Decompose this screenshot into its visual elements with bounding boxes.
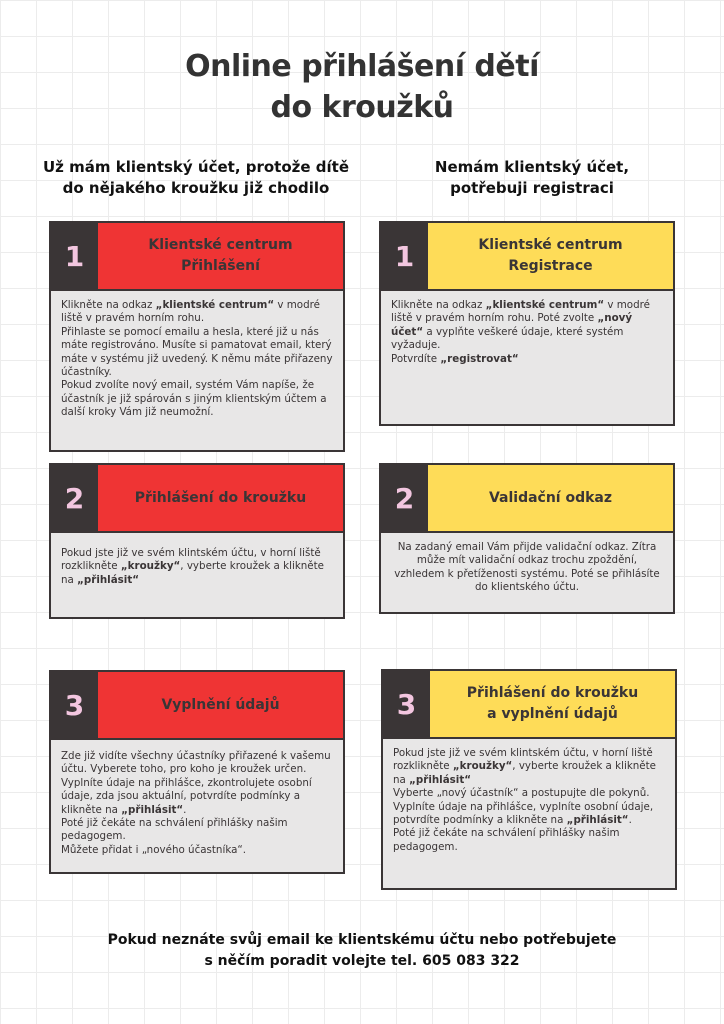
step-title <box>428 223 673 289</box>
step-title: Vyplnění údajů <box>98 672 343 738</box>
paragraph: Na zadaný email Vám přijde validační odkaz. Zítra může mít validační odkaz trochu zpoždění, vzhledem k přetíženosti systému. Poté se přihlásíte do klientského účtu. <box>394 541 660 594</box>
left-column-header <box>20 157 372 199</box>
card-header <box>51 465 343 533</box>
right-step-2-card <box>379 463 675 614</box>
step-description <box>51 291 343 428</box>
step-title <box>430 671 675 737</box>
paragraph: Poté již čekáte na schválení přihlášky našim pedagogem. <box>61 817 288 843</box>
left-step-1-card <box>49 221 345 452</box>
contact-note <box>0 930 724 972</box>
step-number: 1 <box>51 223 98 289</box>
right-step-1-card <box>379 221 675 426</box>
page-title-line-2: do kroužků <box>270 90 454 125</box>
step-number: 3 <box>51 672 98 738</box>
step-title-line-2: Přihlášení <box>181 258 260 274</box>
step-number: 1 <box>381 223 428 289</box>
right-column-header-line-1: Nemám klientský účet, <box>434 158 630 176</box>
contact-note-line-2: s něčím poradit volejte tel. 605 083 322 <box>204 953 520 969</box>
card-header <box>381 223 673 291</box>
paragraph: Zde již vidíte všechny účastníky přiřazené k vašemu účtu. Vyberete toho, pro koho je kroužek určen. Vyplníte údaje na přihlášce, zkontrolujete osobní údaje, zda jsou aktuální, potvrdíte podmínky a klikněte na „přihlásit“. <box>61 750 331 816</box>
paragraph: Pokud zvolíte nový email, systém Vám napíše, že účastník je již spárován s jiným klientským účtem a další kroky Vám již neumožní. <box>61 379 327 419</box>
paragraph: Vyberte „nový účastník“ a postupujte dle pokynů. Vyplníte údaje na přihlášce, vyplníte osobní údaje, potvrdíte podmínky a klikněte na „přihlásit“. <box>393 787 654 827</box>
paragraph: Potvrdíte „registrovat“ <box>391 352 519 365</box>
page-title <box>0 46 724 128</box>
paragraph: Pokud jste již ve svém klintském účtu, v horní liště rozklikněte „kroužky“, vyberte kroužek a klikněte na „přihlásit“ <box>61 547 325 586</box>
left-step-3-card <box>49 670 345 874</box>
step-title: Validační odkaz <box>428 465 673 531</box>
step-title-line-1: Klientské centrum <box>478 237 623 253</box>
step-description <box>51 533 343 595</box>
step-title <box>98 223 343 289</box>
left-step-2-card <box>49 463 345 619</box>
right-column-header <box>372 157 692 199</box>
paragraph: Pokud jste již ve svém klintském účtu, v horní liště rozklikněte „kroužky“, vyberte kroužek a klikněte na „přihlásit“ <box>393 747 657 786</box>
step-description <box>381 533 673 603</box>
step-title-line-2: Registrace <box>508 258 593 274</box>
left-column-header-line-1: Už mám klientský účet, protože dítě <box>42 158 350 176</box>
left-column-header-line-2: do nějakého kroužku již chodilo <box>62 179 330 197</box>
step-number: 3 <box>383 671 430 737</box>
step-title-line-2: a vyplnění údajů <box>487 706 618 722</box>
paragraph: Klikněte na odkaz „klientské centrum“ v modré liště v pravém horním rohu. Poté zvolte „nový účet“ a vyplňte veškeré údaje, které systém vyžaduje. <box>391 299 650 352</box>
step-description <box>383 739 675 862</box>
step-number: 2 <box>51 465 98 531</box>
contact-note-line-1: Pokud neznáte svůj email ke klientskému účtu nebo potřebujete <box>107 932 617 948</box>
right-step-3-card <box>381 669 677 890</box>
step-description <box>381 291 673 374</box>
step-title: Přihlášení do kroužku <box>98 465 343 531</box>
card-header <box>51 223 343 291</box>
card-header <box>383 671 675 739</box>
step-title-line-1: Klientské centrum <box>148 237 293 253</box>
step-description <box>51 740 343 865</box>
card-header <box>381 465 673 533</box>
page-title-line-1: Online přihlášení dětí <box>185 49 539 84</box>
paragraph: Přihlaste se pomocí emailu a hesla, které již u nás máte registrováno. Musíte si pamatovat email, který máte v systému již uvedený. K němu máte přiřazeny účastníky. <box>61 325 333 379</box>
step-title-line-1: Přihlášení do kroužku <box>466 685 639 701</box>
right-column-header-line-2: potřebuji registraci <box>450 179 614 197</box>
paragraph: Klikněte na odkaz „klientské centrum“ v modré liště v pravém horním rohu. <box>61 299 320 325</box>
paragraph: Můžete přidat i „nového účastníka“. <box>61 843 247 856</box>
step-number: 2 <box>381 465 428 531</box>
paragraph: Poté již čekáte na schválení přihlášky našim pedagogem. <box>393 827 620 853</box>
card-header <box>51 672 343 740</box>
